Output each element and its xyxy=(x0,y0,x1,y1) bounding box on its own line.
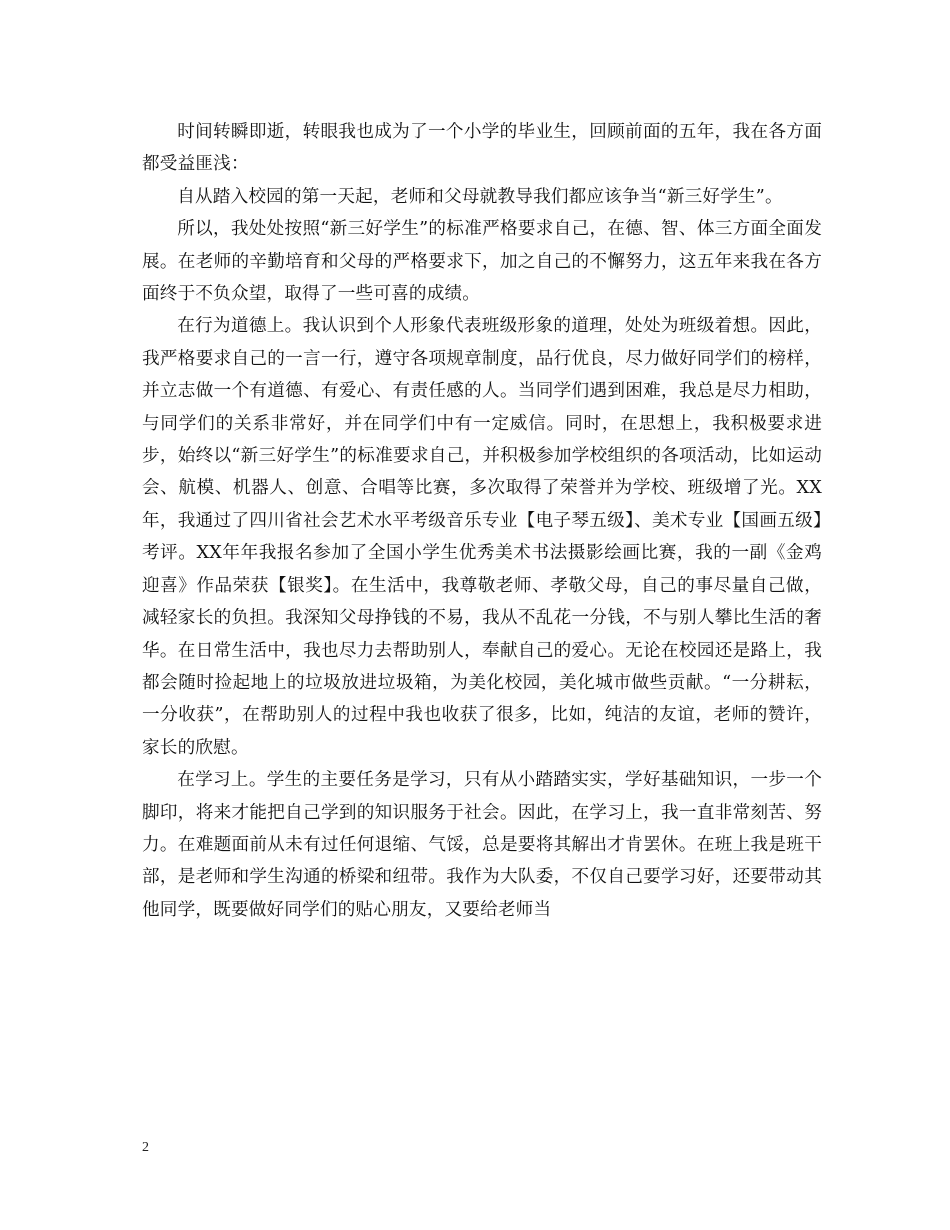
paragraph-intro: 时间转瞬即逝，转眼我也成为了一个小学的毕业生，回顾前面的五年，我在各方面都受益匪浅： xyxy=(142,122,822,175)
paragraph-development: 所以，我处处按照“新三好学生”的标准严格要求自己，在德、智、体三方面全面发展。在老师的辛勤培育和父母的严格要求下，加之自己的不懈努力，这五年来我在各方面终于不负众望，取得了一些可喜的成绩。 xyxy=(142,219,822,305)
body-text xyxy=(142,116,822,926)
paragraph-study: 在学习上。学生的主要任务是学习，只有从小踏踏实实，学好基础知识，一步一个脚印，将来才能把自己学到的知识服务于社会。因此，在学习上，我一直非常刻苦、努力。在难题面前从未有过任何退缩、气馁，总是要将其解出才肯罢休。在班上我是班干部，是老师和学生沟通的桥梁和纽带。我作为大队委，不仅自己要学习好，还要带动其他同学，既要做好同学们的贴心朋友，又要给老师当 xyxy=(142,770,822,920)
page-number: 2 xyxy=(142,1140,149,1155)
paragraph-new-three-good: 自从踏入校园的第一天起，老师和父母就教导我们都应该争当“新三好学生”。 xyxy=(177,186,783,207)
paragraph-morality: 在行为道德上。我认识到个人形象代表班级形象的道理，处处为班级着想。因此，我严格要求自己的一言一行，遵守各项规章制度，品行优良，尽力做好同学们的榜样，并立志做一个有道德、有爱心、有责任感的人。当同学们遇到困难，我总是尽力相助，与同学们的关系非常好，并在同学们中有一定威信。同时，在思想上，我积极要求进步，始终以“新三好学生”的标准要求自己，并积极参加学校组织的各项活动，比如运动会、航模、机器人、创意、合唱等比赛，多次取得了荣誉并为学校、班级增了光。XX年，我通过了四川省社会艺术水平考级音乐专业【电子琴五级】、美术专业【国画五级】考评。XX年年我报名参加了全国小学生优秀美术书法摄影绘画比赛，我的一副《金鸡迎喜》作品荣获【银奖】。在生活中，我尊敬老师、孝敬父母，自己的事尽量自己做，减轻家长的负担。我深知父母挣钱的不易，我从不乱花一分钱，不与别人攀比生活的奢华。在日常生活中，我也尽力去帮助别人，奉献自己的爱心。无论在校园还是路上，我都会随时捡起地上的垃圾放进垃圾箱，为美化校园，美化城市做些贡献。“一分耕耘，一分收获”，在帮助别人的过程中我也收获了很多，比如，纯洁的友谊，老师的赞许，家长的欣慰。 xyxy=(142,316,822,758)
